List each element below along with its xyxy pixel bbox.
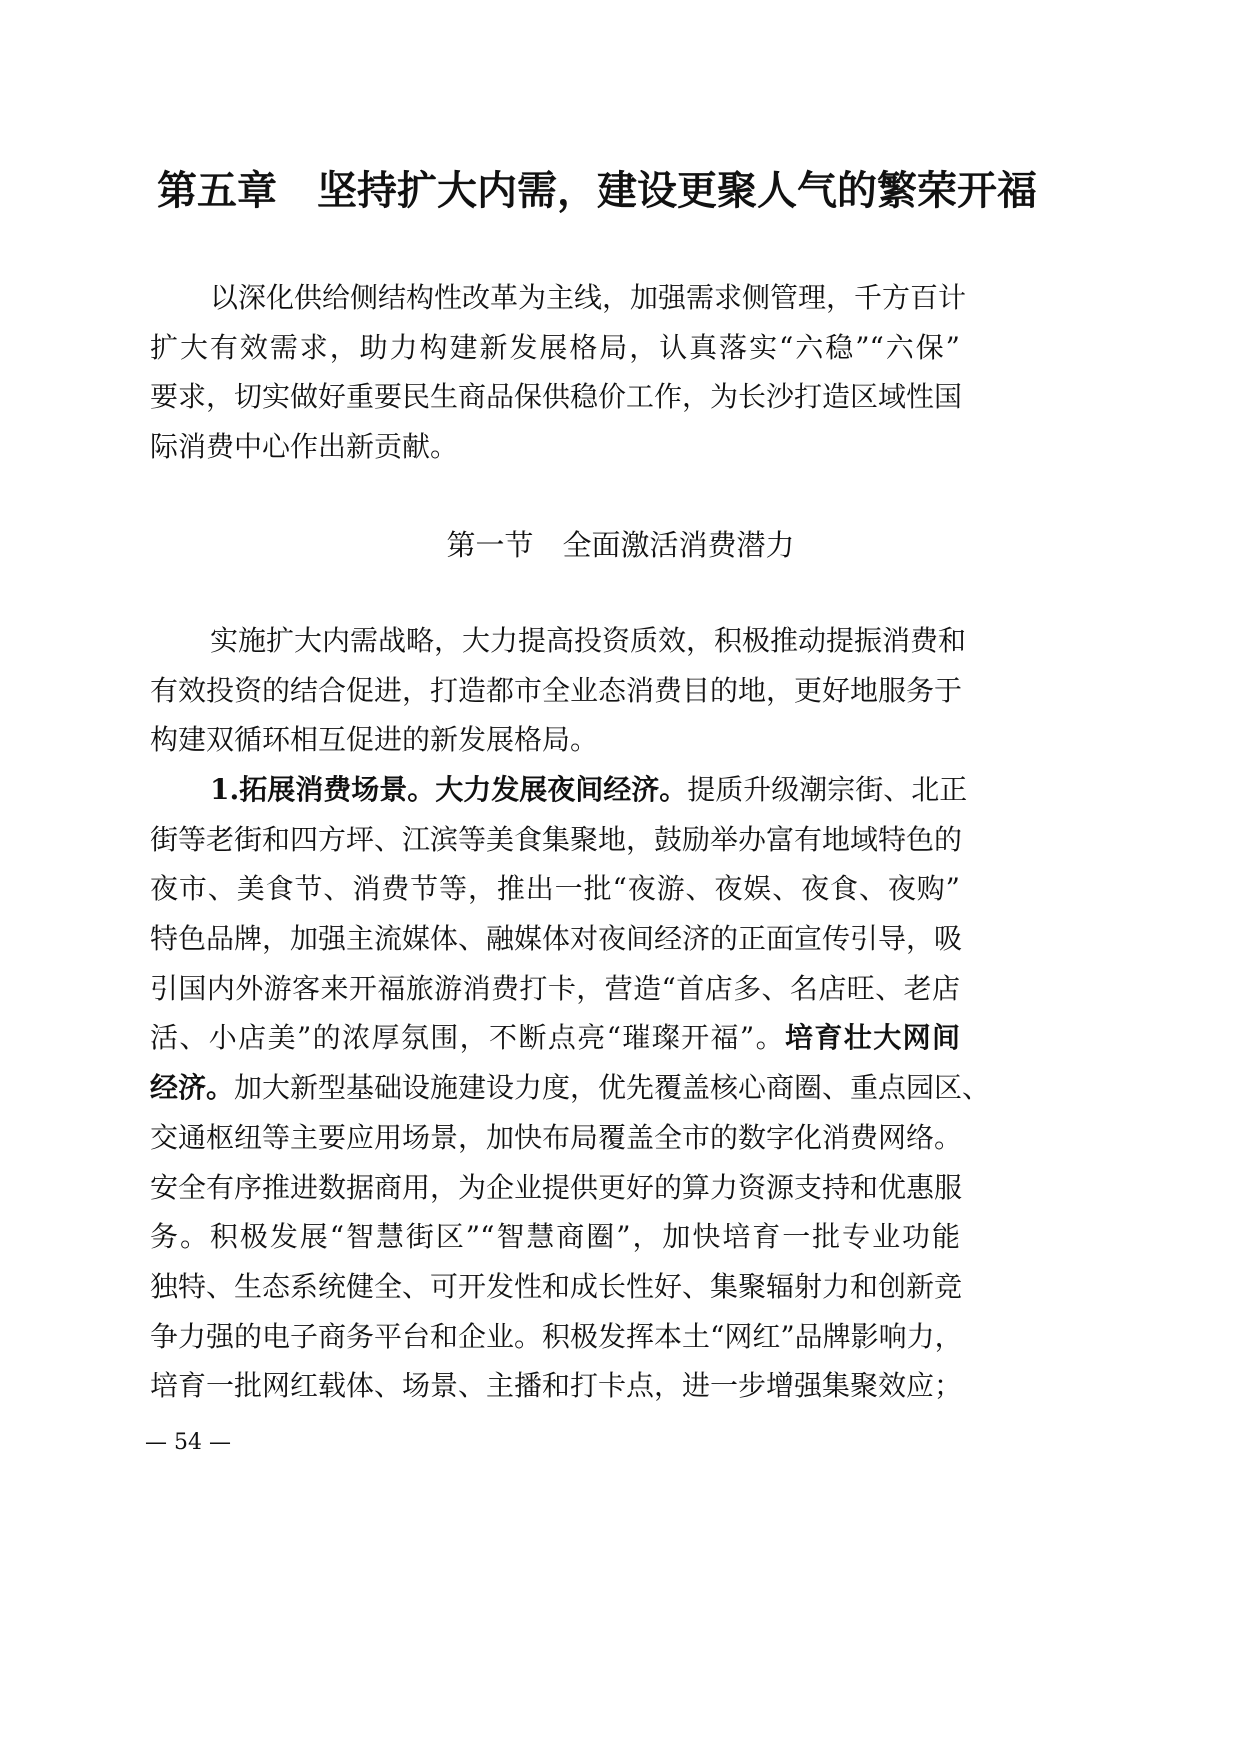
- bold-text: 1.拓展消费场景。大力发展夜间经济。: [210, 773, 688, 806]
- text-line: [150, 616, 967, 666]
- text-line: [150, 1013, 960, 1063]
- chapter-title: 第五章 坚持扩大内需，建设更聚人气的繁荣开福: [157, 167, 1037, 214]
- text-line: [150, 765, 968, 815]
- section-title: 第一节 全面激活消费潜力: [446, 528, 795, 562]
- text-span: 际消费中心作出新贡献。: [150, 430, 459, 464]
- text-line: [150, 1312, 963, 1362]
- text-span: 加大新型基础设施建设力度，优先覆盖核心商圈、重点园区、: [234, 1071, 991, 1105]
- text-span: 提质升级潮宗街、北正: [687, 773, 968, 806]
- text-line: [150, 1361, 963, 1411]
- text-line: [150, 1163, 963, 1213]
- text-span: 特色品牌，加强主流媒体、融媒体对夜间经济的正面宣传引导，吸: [150, 922, 963, 956]
- bold-text: 经济。: [150, 1071, 235, 1105]
- text-line: [150, 666, 963, 716]
- text-line: [150, 914, 963, 964]
- text-span: 活、小店美”的浓厚氛围，不断点亮“璀璨开福”。: [150, 1021, 786, 1055]
- intro-paragraph: [150, 273, 967, 472]
- section-paragraph: [150, 616, 967, 765]
- text-line: [150, 1063, 991, 1113]
- text-span: 构建双循环相互促进的新发展格局。: [150, 723, 599, 757]
- text-line: [150, 815, 963, 865]
- text-line: [150, 372, 963, 422]
- text-span: 交通枢纽等主要应用场景，加快布局覆盖全市的数字化消费网络。: [150, 1120, 963, 1154]
- text-line: [150, 964, 960, 1014]
- text-line: [150, 1212, 960, 1262]
- text-line: [150, 1262, 963, 1312]
- bold-text: 培育壮大网间: [785, 1021, 960, 1055]
- text-span: 安全有序推进数据商用，为企业提供更好的算力资源支持和优惠服: [150, 1170, 963, 1204]
- text-span: 夜市、美食节、消费节等，推出一批“夜游、夜娱、夜食、夜购”: [150, 872, 960, 906]
- text-span: 争力强的电子商务平台和企业。积极发挥本土“网红”品牌影响力，: [150, 1319, 963, 1353]
- text-line: [150, 323, 960, 373]
- text-line: [150, 864, 960, 914]
- page-number: — 54 —: [145, 1430, 231, 1455]
- text-span: 扩大有效需求，助力构建新发展格局，认真落实“六稳”“六保”: [150, 330, 960, 364]
- text-span: 有效投资的结合促进，打造都市全业态消费目的地，更好地服务于: [150, 673, 963, 707]
- text-line: [150, 715, 960, 765]
- text-span: 实施扩大内需战略，大力提高投资质效，积极推动提振消费和: [210, 624, 967, 657]
- text-span: 以深化供给侧结构性改革为主线，加强需求侧管理，千方百计: [210, 281, 967, 314]
- text-span: 街等老街和四方坪、江滨等美食集聚地，鼓励举办富有地域特色的: [150, 822, 963, 856]
- text-span: 要求，切实做好重要民生商品保供稳价工作，为长沙打造区域性国: [150, 380, 963, 414]
- text-line: [150, 422, 960, 472]
- text-span: 独特、生态系统健全、可开发性和成长性好、集聚辐射力和创新竞: [150, 1269, 963, 1303]
- text-span: 培育一批网红载体、场景、主播和打卡点，进一步增强集聚效应；: [150, 1369, 963, 1403]
- text-span: 引国内外游客来开福旅游消费打卡，营造“首店多、名店旺、老店: [150, 971, 960, 1005]
- text-span: 务。积极发展“智慧街区”“智慧商圈”，加快培育一批专业功能: [150, 1220, 960, 1254]
- text-line: [150, 1113, 963, 1163]
- item-paragraph: [150, 765, 991, 1411]
- text-line: [150, 273, 967, 323]
